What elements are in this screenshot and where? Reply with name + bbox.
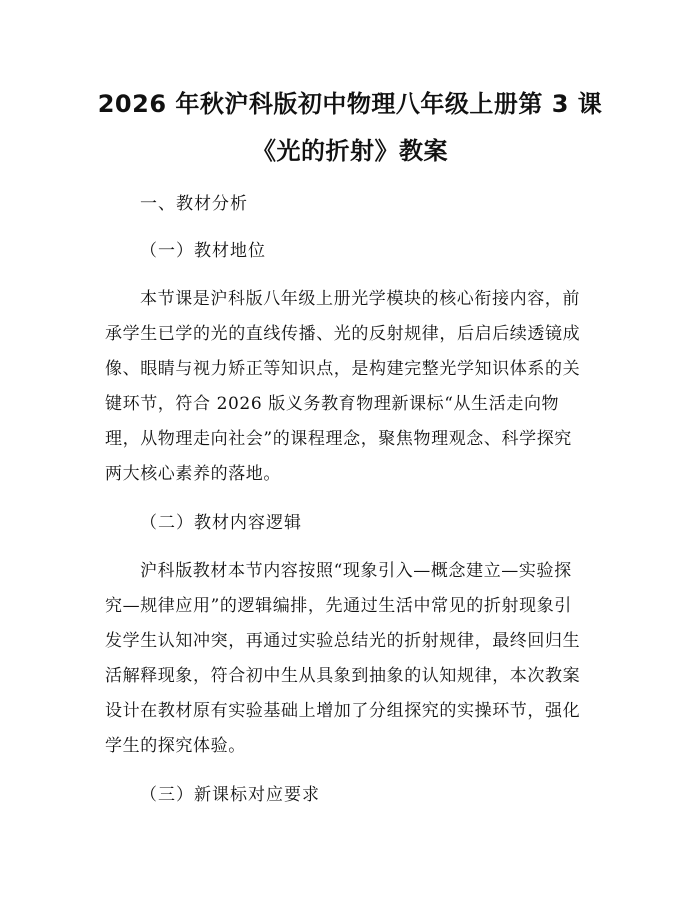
document-title-line-2: 《光的折射》教案 (252, 137, 448, 165)
document-title-line-1: 2026 年秋沪科版初中物理八年级上册第 3 课 (97, 90, 603, 118)
section-heading-textbook-analysis: 一、教材分析 (140, 194, 248, 214)
paragraph-line: 承学生已学的光的直线传播、光的反射规律，后启后续透镜成 (105, 324, 581, 344)
paragraph-line: 两大核心素养的落地。 (105, 464, 281, 484)
paragraph-line: 发学生认知冲突，再通过实验总结光的折射规律，最终回归生 (105, 631, 581, 651)
paragraph-line: 本节课是沪科版八年级上册光学模块的核心衔接内容，前 (140, 289, 580, 309)
subsection-heading-content-logic: （二）教材内容逻辑 (140, 513, 302, 533)
subsection-heading-textbook-position: （一）教材地位 (140, 241, 266, 261)
paragraph-line: 设计在教材原有实验基础上增加了分组探究的实操环节，强化 (105, 701, 581, 721)
paragraph-line: 学生的探究体验。 (105, 736, 246, 756)
paragraph-textbook-position (105, 282, 625, 492)
paragraph-line: 理，从物理走向社会”的课程理念，聚焦物理观念、科学探究 (105, 429, 572, 449)
paragraph-line: 沪科版教材本节内容按照“现象引入—概念建立—实验探 (140, 561, 572, 581)
paragraph-line: 像、眼睛与视力矫正等知识点，是构建完整光学知识体系的关 (105, 359, 581, 379)
paragraph-line: 活解释现象，符合初中生从具象到抽象的认知规律，本次教案 (105, 666, 581, 686)
subsection-heading-curriculum-requirements: （三）新课标对应要求 (140, 785, 320, 805)
paragraph-content-logic (105, 554, 625, 764)
paragraph-line: 键环节，符合 2026 版义务教育物理新课标“从生活走向物 (105, 394, 560, 414)
paragraph-line: 究—规律应用”的逻辑编排，先通过生活中常见的折射现象引 (105, 596, 572, 616)
